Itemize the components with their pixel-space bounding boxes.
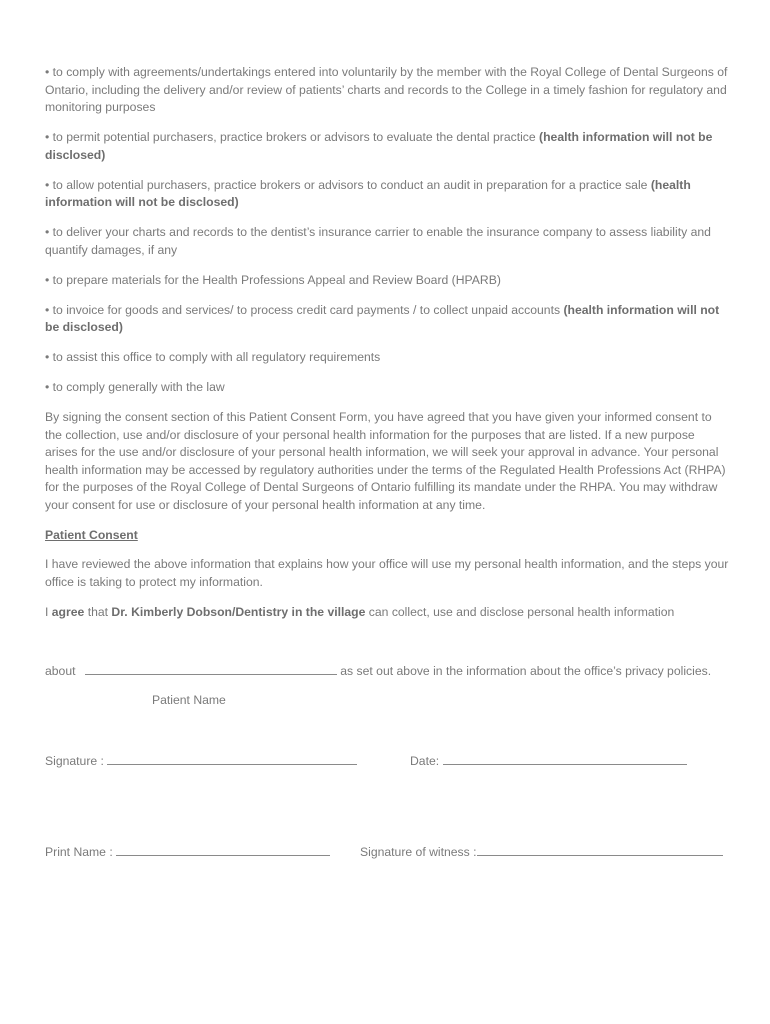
list-item <box>45 272 730 290</box>
bullet-note: (health information will not be disclosed) <box>45 177 691 209</box>
bullet-text: • to assist this office to comply with all regulatory requirements <box>45 350 381 364</box>
date-label: Date: <box>410 754 443 768</box>
print-name-row <box>45 843 330 862</box>
witness-field[interactable] <box>477 843 723 856</box>
bullet-note: (health information will not be disclosed) <box>45 302 720 334</box>
about-row <box>45 662 735 681</box>
list-item <box>45 129 730 164</box>
bullet-text: • to comply generally with the law <box>45 380 225 394</box>
witness-label: Signature of witness : <box>360 845 477 859</box>
print-name-field[interactable] <box>116 843 330 856</box>
bullet-text: • to prepare materials for the Health Professions Appeal and Review Board (HPARB) <box>45 272 501 287</box>
dentist-name: Dr. Kimberly Dobson/Dentistry in the village <box>111 604 366 619</box>
consent-paragraph: By signing the consent section of this Patient Consent Form, you have agreed that you have given your informed consent to the collection, use and/or disclosure of your personal health information for the purposes that are listed. If a new purpose arises for the use and/or disclosure of your personal health information, we will seek your approval in advance. Your personal health information may be accessed by regulatory authorities under the terms of the Regulated Health Professions Act (RHPA) for the purposes of the Royal College of Dental Surgeons of Ontario fulfilling its mandate under the RHPA. You may withdraw your consent for use or disclosure of your personal health information at any time. <box>45 410 726 512</box>
signature-label: Signature : <box>45 754 108 768</box>
date-row <box>410 752 687 771</box>
bullet-text: • to deliver your charts and records to the dentist’s insurance carrier to enable the insurance company to assess liability and quantify damages, if any <box>45 225 711 257</box>
agree-statement <box>45 604 730 622</box>
print-name-label: Print Name : <box>45 845 117 859</box>
purposes-list <box>45 64 730 397</box>
list-item <box>45 379 730 397</box>
list-item <box>45 177 730 212</box>
list-item <box>45 224 730 259</box>
list-item <box>45 302 730 337</box>
about-suffix: as set out above in the information about the office’s privacy policies. <box>336 664 712 678</box>
list-item <box>45 349 730 367</box>
signature-field[interactable] <box>107 752 357 765</box>
document-body <box>45 64 730 634</box>
agree-suffix: can collect, use and disclose personal health information <box>365 604 675 619</box>
patient-name-field[interactable] <box>85 662 337 675</box>
patient-name-label: Patient Name <box>152 693 226 707</box>
list-item <box>45 64 730 117</box>
reviewed-statement: I have reviewed the above information that explains how your office will use my personal health information, and the steps your office is taking to protect my information. <box>45 557 729 589</box>
bullet-text: • to invoice for goods and services/ to process credit card payments / to collect unpaid accounts <box>45 302 564 317</box>
date-field[interactable] <box>443 752 687 765</box>
bullet-text: • to allow potential purchasers, practice brokers or advisors to conduct an audit in preparation for a practice sale <box>45 177 651 192</box>
bullet-text: • to permit potential purchasers, practice brokers or advisors to evaluate the dental practice <box>45 130 540 144</box>
patient-consent-heading: Patient Consent <box>45 527 138 542</box>
bullet-text: • to comply with agreements/undertakings entered into voluntarily by the member with the Royal College of Dental Surgeons of Ontario, including the delivery and/or review of patients’ charts and records to the College in a timely fashion for regulatory and monitoring purposes <box>45 65 728 114</box>
witness-row <box>360 843 723 862</box>
agree-prefix: I <box>45 604 52 619</box>
agree-that: that <box>84 604 112 619</box>
agree-word: agree <box>51 604 85 619</box>
bullet-note: (health information will not be disclosed) <box>45 130 713 162</box>
signature-row <box>45 752 357 771</box>
about-label: about <box>45 664 76 678</box>
